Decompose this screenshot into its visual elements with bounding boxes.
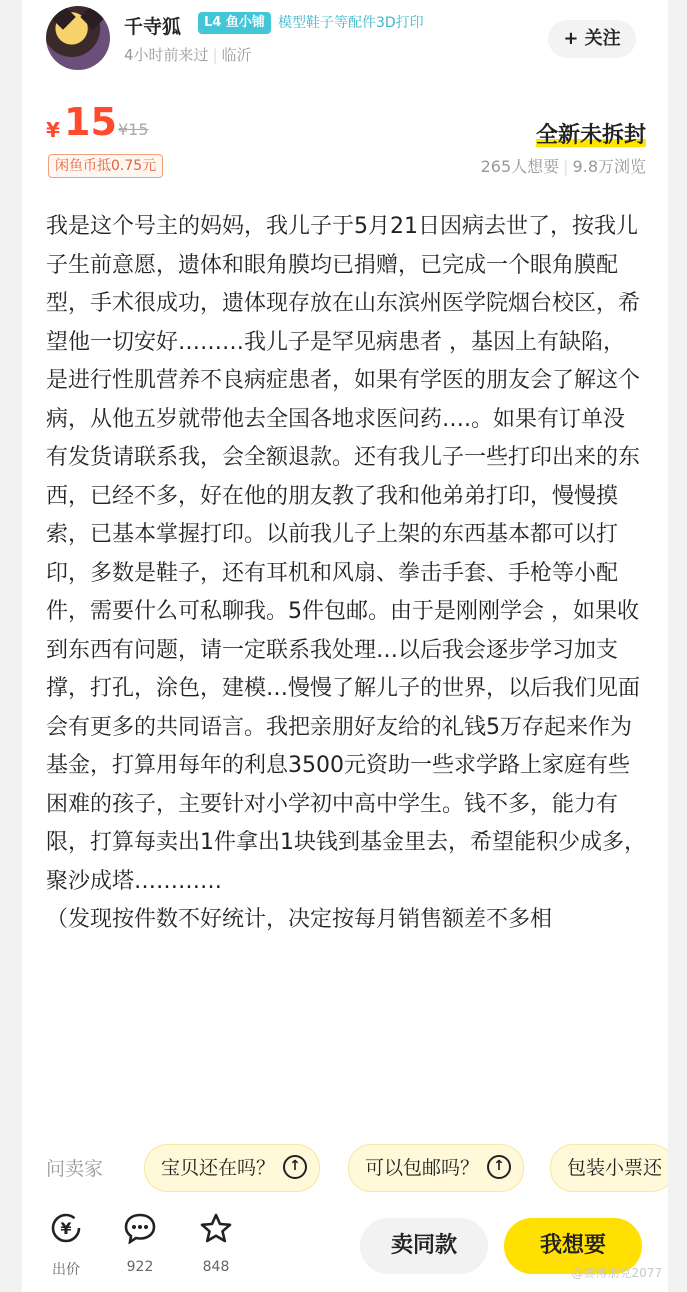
favorite-count: 848 bbox=[202, 1259, 230, 1275]
want-button[interactable]: 我想要 bbox=[504, 1218, 642, 1274]
meta-divider: | bbox=[212, 46, 218, 64]
chip-still-available[interactable]: 宝贝还在吗？ ↑ bbox=[144, 1144, 320, 1192]
watermark: @赛博朋克2077 bbox=[571, 1266, 662, 1280]
yuan-circle-icon bbox=[36, 1212, 96, 1251]
item-detail-card bbox=[22, 0, 668, 1292]
view-count: 9.8万浏览 bbox=[572, 157, 646, 176]
price-row bbox=[46, 100, 646, 180]
seller-avatar[interactable] bbox=[46, 6, 110, 70]
seller-location: 临沂 bbox=[221, 46, 252, 64]
quick-ask-bar bbox=[22, 1140, 668, 1196]
want-count: 265人想要 bbox=[480, 157, 560, 176]
chip-free-shipping[interactable]: 可以包邮吗？ ↑ bbox=[348, 1144, 524, 1192]
item-description: 我是这个号主的妈妈，我儿子于5月21日因病去世了，按我儿子生前意愿，遗体和眼角膜均已捐赠，已完成一个眼角膜配型，手术很成功，遗体现存放在山东滨州医学院烟台校区，希望他一切安好………我儿子是罕见病患者 ，基因上有缺陷，是进行性肌营养不良病症患者，如果有学医的朋友会了解这个病，从他五岁就带他去全国各地求医问药….。如果有订单没有发货请联系我，会全额退款。还有我儿子一些打印出来的东西，已经不多，好在他的朋友教了我和他弟弟打印，慢慢摸索，已基本掌握打印。以前我儿子上架的东西基本都可以打印，多数是鞋子，还有耳机和风扇、拳击手套、手枪等小配件，需要什么可私聊我。5件包邮。由于是刚刚学会 ，如果收到东西有问题，请一定联系我处理…以后我会逐步学习加支撑，打孔，涂色，建模…慢慢了解儿子的世界，以后我们见面会有更多的共同语言。我把亲朋好友给的礼钱5万存起来作为基金，打算用每年的利息3500元资助一些求学路上家庭有些困难的孩子，主要针对小学初中高中学生。钱不多，能力有限，打算每卖出1件拿出1块钱到基金里去，希望能积少成多，聚沙成塔………… （发现按件数不好统计，决定按每月销售额差不多相 bbox=[46, 214, 646, 932]
condition-label: 全新未拆封 bbox=[535, 123, 646, 148]
comment-action[interactable] bbox=[110, 1212, 170, 1275]
seller-header bbox=[22, 0, 668, 80]
bid-label: 出价 bbox=[52, 1262, 80, 1278]
arrow-up-icon: ↑ bbox=[283, 1155, 307, 1179]
avatar-ear-right bbox=[80, 6, 105, 30]
price: 15 bbox=[64, 100, 117, 144]
shop-tag[interactable]: 模型鞋子等配件3D打印 bbox=[278, 15, 424, 31]
arrow-up-icon: ↑ bbox=[487, 1155, 511, 1179]
star-icon bbox=[186, 1212, 246, 1251]
avatar-ear-left bbox=[50, 6, 75, 30]
original-price: ¥15 bbox=[118, 120, 149, 139]
follow-button[interactable]: + 关注 bbox=[548, 20, 636, 58]
quick-ask-label: 问卖家 bbox=[46, 1158, 104, 1180]
stats-divider: | bbox=[563, 157, 569, 176]
seller-meta bbox=[124, 44, 252, 65]
sell-same-button[interactable]: 卖同款 bbox=[360, 1218, 488, 1274]
seller-level-badge: L4 鱼小铺 bbox=[198, 12, 271, 34]
coin-deduct-badge: 闲鱼币抵0.75元 bbox=[48, 154, 163, 178]
bid-action[interactable] bbox=[36, 1212, 96, 1279]
comment-count: 922 bbox=[126, 1259, 154, 1275]
chat-bubble-icon bbox=[110, 1212, 170, 1251]
bottom-action-bar bbox=[22, 1206, 668, 1292]
item-stats bbox=[481, 154, 646, 177]
chip-packaging-receipt[interactable]: 包装小票还 bbox=[550, 1144, 668, 1192]
last-seen: 4小时前来过 bbox=[124, 46, 209, 64]
seller-name[interactable]: 千寺狐 bbox=[124, 16, 182, 38]
svg-text:¥: ¥ bbox=[60, 1219, 72, 1238]
favorite-action[interactable] bbox=[186, 1212, 246, 1275]
currency-symbol: ¥ bbox=[46, 118, 60, 142]
